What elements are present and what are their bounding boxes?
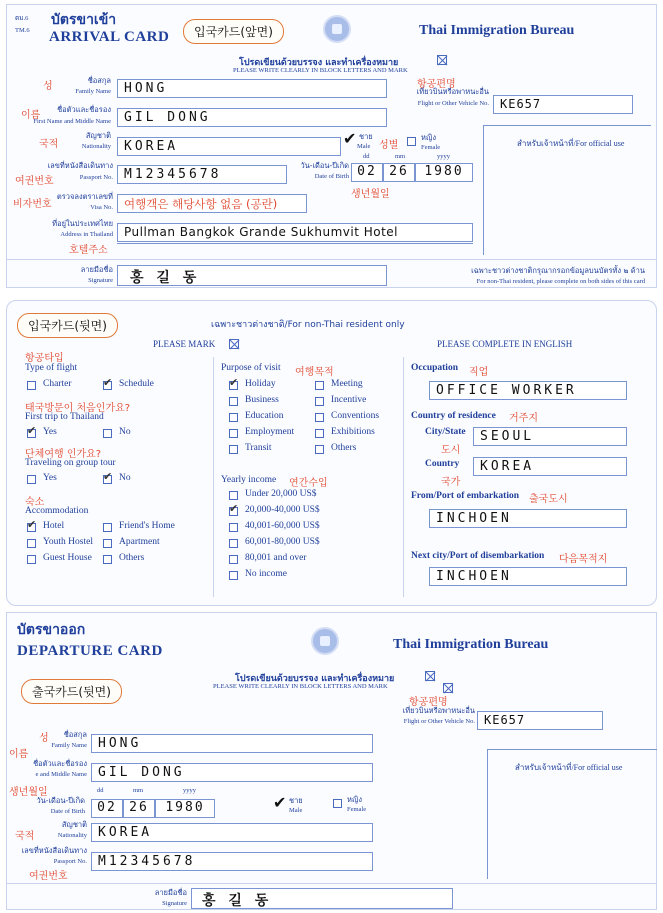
arrival-tag: 입국카드(앞면)	[183, 19, 284, 44]
departure-official-box-left	[487, 749, 488, 879]
next-city-field[interactable]: INCHOEN	[429, 567, 627, 586]
group-tour-label: Traveling on group tour	[25, 458, 116, 468]
arrival-card	[6, 4, 657, 288]
income-option-1-label: Under 20,000 US$	[245, 489, 317, 499]
departure-family-name-th: ชื่อสกุล	[63, 730, 87, 739]
departure-signature-en: Signature	[162, 900, 187, 907]
family-name-en: Family Name	[75, 88, 111, 95]
occupation-ko: 직업	[469, 367, 489, 378]
male-en: Male	[357, 143, 371, 150]
form-code-en: TM.6	[15, 27, 30, 34]
family-name-th: ชื่อสกุล	[87, 76, 111, 85]
first-name-field[interactable]: GIL DONG	[117, 108, 387, 127]
visa-field[interactable]: 여행객은 해당사항 없음 (공란)	[117, 194, 307, 213]
apartment-checkbox[interactable]	[103, 539, 112, 548]
signature-value: 홍 길 동	[130, 270, 201, 286]
nonthai-tag: 입국카드(뒷면)	[17, 313, 118, 338]
departure-nationality-field[interactable]: KOREA	[91, 823, 373, 842]
accommodation-label: Accommodation	[25, 506, 89, 516]
nationality-en: Nationality	[81, 143, 111, 150]
business-checkbox[interactable]	[229, 397, 238, 406]
address-en: Address in Thailand	[60, 231, 113, 238]
group-tour-no-checkbox[interactable]	[103, 475, 112, 484]
departure-passport-field[interactable]: M12345678	[91, 852, 373, 871]
address-th: ที่อยู่ในประเทศไทย	[52, 219, 113, 228]
passport-th: เลขที่หนังสือเดินทาง	[47, 161, 113, 170]
country-field[interactable]: KOREA	[473, 457, 627, 476]
nonthai-card	[6, 300, 657, 606]
departure-dob-ko: 생년월일	[9, 787, 48, 798]
flight-th: เที่ยวบินหรือพาหนะอื่น	[416, 87, 489, 96]
group-tour-yes-checkbox[interactable]	[27, 475, 36, 484]
youth-hostel-label: Youth Hostel	[43, 537, 93, 547]
departure-passport-ko: 여권번호	[29, 871, 68, 882]
dob-mm-label: mm	[395, 153, 406, 160]
visa-en: Visa No.	[90, 204, 113, 211]
city-field[interactable]: SEOUL	[473, 427, 627, 446]
holiday-checkbox[interactable]	[229, 381, 238, 390]
transit-checkbox[interactable]	[229, 445, 238, 454]
departure-first-name-en: e and Middle Name	[35, 771, 87, 778]
purpose-others-checkbox[interactable]	[315, 445, 324, 454]
accommodation-others-label: Others	[119, 553, 145, 563]
official-box-top	[483, 125, 651, 126]
income-option-2-checkbox[interactable]	[229, 507, 238, 516]
hotel-checkbox[interactable]	[27, 523, 36, 532]
official-use-label: สำหรับเจ้าหน้าที่/For official use	[517, 139, 625, 148]
departure-instruction-en: PLEASE WRITE CLEARLY IN BLOCK LETTERS AND MARK	[213, 683, 388, 690]
first-trip-label: First trip to Thailand	[25, 412, 104, 422]
instruction-en: PLEASE WRITE CLEARLY IN BLOCK LETTERS AND MARK	[233, 67, 408, 74]
first-trip-no-label: No	[119, 427, 131, 437]
departure-nationality-ko: 국적	[15, 831, 35, 842]
income-option-5-checkbox[interactable]	[229, 555, 238, 564]
city-ko: 도시	[441, 445, 461, 456]
flight-en: Flight or Other Vehicle No.	[417, 100, 489, 107]
friends-home-label: Friend's Home	[119, 521, 175, 531]
income-option-6-label: No income	[245, 569, 287, 579]
departure-first-name-th: ชื่อตัวและชื่อรอง	[33, 759, 87, 768]
arrival-title-en: ARRIVAL CARD	[49, 29, 170, 45]
income-option-2-label: 20,000-40,000 US$	[245, 505, 320, 515]
embark-field[interactable]: INCHOEN	[429, 509, 627, 528]
income-option-4-label: 60,001-80,000 US$	[245, 537, 320, 547]
dob-dd-label: dd	[363, 153, 370, 160]
conventions-checkbox[interactable]	[315, 413, 324, 422]
nationality-ko: 국적	[39, 139, 59, 150]
passport-en: Passport No.	[79, 174, 113, 181]
next-city-label: Next city/Port of disembarkation	[411, 551, 545, 561]
departure-passport-en: Passport No.	[53, 858, 87, 865]
departure-dob-en: Date of Birth	[50, 808, 85, 815]
exhibitions-checkbox[interactable]	[315, 429, 324, 438]
please-complete: PLEASE COMPLETE IN ENGLISH	[437, 339, 573, 349]
address-ko: 호텔주소	[69, 245, 108, 256]
female-en: Female	[421, 144, 441, 151]
female-th: หญิง	[421, 133, 436, 142]
incentive-label: Incentive	[331, 395, 367, 405]
immigration-logo	[323, 15, 351, 43]
first-trip-no-checkbox[interactable]	[103, 429, 112, 438]
dob-month-field[interactable]: 26	[383, 163, 415, 182]
mark-example-icon	[229, 339, 239, 349]
friends-home-checkbox[interactable]	[103, 523, 112, 532]
departure-dob-yyyy-label: yyyy	[183, 787, 196, 794]
charter-checkbox[interactable]	[27, 381, 36, 390]
immigration-logo	[311, 627, 339, 655]
occupation-field[interactable]: OFFICE WORKER	[429, 381, 627, 400]
footer-en: For non-Thai resident, please complete on both sides of this card	[476, 278, 645, 285]
income-option-3-label: 40,001-60,000 US$	[245, 521, 320, 531]
apartment-label: Apartment	[119, 537, 160, 547]
departure-signature-th: ลายมือชื่อ	[154, 888, 187, 897]
departure-flight-en: Flight or Other Vehicle No.	[403, 718, 475, 725]
accommodation-others-checkbox[interactable]	[103, 555, 112, 564]
dob-day-field[interactable]: 02	[351, 163, 383, 182]
accommodation-ko: 숙소	[25, 497, 45, 508]
departure-nationality-th: สัญชาติ	[61, 820, 87, 829]
income-label: Yearly income	[221, 475, 277, 485]
city-label: City/State	[425, 427, 466, 437]
occupation-label: Occupation	[411, 363, 458, 373]
col-divider-1	[213, 357, 214, 597]
checkmark-icon: ✔	[273, 793, 287, 812]
flight-ko: 항공편명	[417, 79, 456, 90]
mark-example-icon	[443, 683, 453, 693]
first-name-ko: 이름	[21, 110, 41, 121]
meeting-checkbox[interactable]	[315, 381, 324, 390]
embark-ko: 출국도시	[529, 494, 568, 505]
residence-ko: 거주지	[509, 413, 538, 424]
schedule-checkbox[interactable]	[103, 381, 112, 390]
departure-tag: 출국카드(뒷면)	[21, 679, 122, 704]
purpose-ko: 여행목적	[295, 367, 334, 378]
signature-field[interactable]	[117, 265, 387, 286]
passport-ko: 여권번호	[15, 176, 54, 187]
dob-ko: 생년월일	[351, 189, 390, 200]
visa-th: ตรวจลงตราเลขที่	[56, 192, 113, 201]
mark-example-icon	[425, 671, 435, 681]
transit-label: Transit	[245, 443, 272, 453]
group-tour-ko: 단체여행 인가요?	[25, 449, 102, 460]
departure-official-box-top	[487, 749, 657, 750]
country-label: Country	[425, 459, 460, 469]
departure-title-en: DEPARTURE CARD	[17, 643, 163, 659]
hotel-label: Hotel	[43, 521, 65, 531]
first-trip-ko: 태국방문이 처음인가요?	[25, 403, 131, 414]
charter-label: Charter	[43, 379, 72, 389]
conventions-label: Conventions	[331, 411, 380, 421]
departure-dob-dd-label: dd	[97, 787, 104, 794]
departure-passport-th: เลขที่หนังสือเดินทาง	[21, 846, 87, 855]
arrival-bureau: Thai Immigration Bureau	[419, 23, 575, 38]
address-field[interactable]: Pullman Bangkok Grande Sukhumvit Hotel	[117, 223, 473, 242]
departure-dob-th: วัน-เดือน-ปีเกิด	[36, 796, 85, 805]
dob-yyyy-label: yyyy	[437, 153, 450, 160]
family-name-ko: 성	[43, 81, 53, 92]
footer-th: เฉพาะชาวต่างชาติกรุณากรอกข้อมูลบนบัตรทั้ง ๒ ด้าน	[471, 266, 645, 275]
departure-female-checkbox[interactable]	[333, 799, 342, 808]
please-mark: PLEASE MARK	[153, 339, 216, 349]
education-label: Education	[245, 411, 284, 421]
nationality-th: สัญชาติ	[85, 131, 111, 140]
visa-ko: 비자번호	[13, 199, 52, 210]
female-checkbox[interactable]	[407, 137, 416, 146]
incentive-checkbox[interactable]	[315, 397, 324, 406]
embark-label: From/Port of embarkation	[411, 491, 519, 501]
col-divider-2	[403, 357, 404, 597]
signature-en: Signature	[88, 277, 113, 284]
arrival-divider	[7, 259, 656, 260]
purpose-others-label: Others	[331, 443, 357, 453]
departure-dob-year-field[interactable]: 1980	[155, 799, 215, 818]
passport-field[interactable]: M12345678	[117, 165, 287, 184]
departure-flight-ko: 항공편명	[409, 697, 448, 708]
guest-house-checkbox[interactable]	[27, 555, 36, 564]
departure-official-label: สำหรับเจ้าหน้าที่/For official use	[515, 763, 623, 772]
group-tour-yes-label: Yes	[43, 473, 57, 483]
country-ko: 국가	[441, 477, 461, 488]
meeting-label: Meeting	[331, 379, 363, 389]
nonthai-header: เฉพาะชาวต่างชาติ/For non-Thai resident only	[211, 320, 405, 330]
dob-th: วัน-เดือน-ปีเกิด	[300, 161, 349, 170]
mark-example-icon	[437, 55, 447, 65]
employment-checkbox[interactable]	[229, 429, 238, 438]
official-box-left	[483, 125, 484, 255]
departure-signature-field[interactable]	[191, 888, 453, 909]
education-checkbox[interactable]	[229, 413, 238, 422]
first-trip-yes-label: Yes	[43, 427, 57, 437]
departure-bureau: Thai Immigration Bureau	[393, 637, 549, 652]
residence-label: Country of residence	[411, 411, 496, 421]
departure-title-th: บัตรขาออก	[17, 622, 86, 638]
income-ko: 연간수입	[289, 478, 328, 489]
instruction-th: โปรดเขียนด้วยบรรจง และทำเครื่องหมาย	[239, 58, 399, 68]
checkmark-icon: ✔	[343, 129, 357, 148]
form-code-th: ตม.6	[15, 15, 29, 22]
departure-dob-mm-label: mm	[133, 787, 144, 794]
departure-female-en: Female	[347, 806, 367, 813]
departure-instruction-th: โปรดเขียนด้วยบรรจง และทำเครื่องหมาย	[235, 674, 395, 684]
income-option-3-checkbox[interactable]	[229, 523, 238, 532]
next-city-ko: 다음목적지	[559, 554, 608, 565]
departure-male-en: Male	[289, 807, 303, 814]
exhibitions-label: Exhibitions	[331, 427, 375, 437]
income-option-6-checkbox[interactable]	[229, 571, 238, 580]
departure-dob-month-field[interactable]: 26	[123, 799, 155, 818]
flight-type-label: Type of flight	[25, 363, 78, 373]
departure-dob-day-field[interactable]: 02	[91, 799, 123, 818]
sex-ko: 성별	[379, 140, 399, 151]
holiday-label: Holiday	[245, 379, 276, 389]
departure-signature-value: 홍 길 동	[202, 893, 273, 909]
dob-year-field[interactable]: 1980	[415, 163, 473, 182]
departure-first-name-field[interactable]: GIL DONG	[91, 763, 373, 782]
departure-family-name-ko: 성	[39, 733, 49, 744]
group-tour-no-label: No	[119, 473, 131, 483]
male-th: ชาย	[359, 132, 373, 141]
business-label: Business	[245, 395, 279, 405]
departure-male-th: ชาย	[289, 796, 303, 805]
employment-label: Employment	[245, 427, 295, 437]
family-name-field[interactable]: HONG	[117, 79, 387, 98]
income-option-5-label: 80,001 and over	[245, 553, 307, 563]
flight-field[interactable]: KE657	[493, 95, 633, 114]
departure-flight-th: เที่ยวบินหรือพาหนะอื่น	[402, 706, 475, 715]
nationality-field[interactable]: KOREA	[117, 137, 341, 156]
departure-flight-field[interactable]: KE657	[477, 711, 603, 730]
signature-th: ลายมือชื่อ	[80, 265, 113, 274]
income-option-4-checkbox[interactable]	[229, 539, 238, 548]
departure-nationality-en: Nationality	[57, 832, 87, 839]
first-name-th: ชื่อตัวและชื่อรอง	[57, 105, 111, 114]
schedule-label: Schedule	[119, 379, 154, 389]
departure-divider	[7, 883, 656, 884]
first-name-en: First Name and Middle Name	[33, 118, 111, 125]
youth-hostel-checkbox[interactable]	[27, 539, 36, 548]
arrival-title-th: บัตรขาเข้า	[51, 12, 117, 28]
departure-card	[6, 612, 657, 910]
first-trip-yes-checkbox[interactable]	[27, 429, 36, 438]
address-second-line	[117, 243, 473, 244]
flight-type-ko: 항공타입	[25, 353, 64, 364]
departure-female-th: หญิง	[347, 795, 362, 804]
income-option-1-checkbox[interactable]	[229, 491, 238, 500]
departure-family-name-en: Family Name	[51, 742, 87, 749]
departure-first-name-ko: 이름	[9, 749, 29, 760]
departure-family-name-field[interactable]: HONG	[91, 734, 373, 753]
guest-house-label: Guest House	[43, 553, 92, 563]
dob-en: Date of Birth	[314, 173, 349, 180]
purpose-label: Purpose of visit	[221, 363, 281, 373]
